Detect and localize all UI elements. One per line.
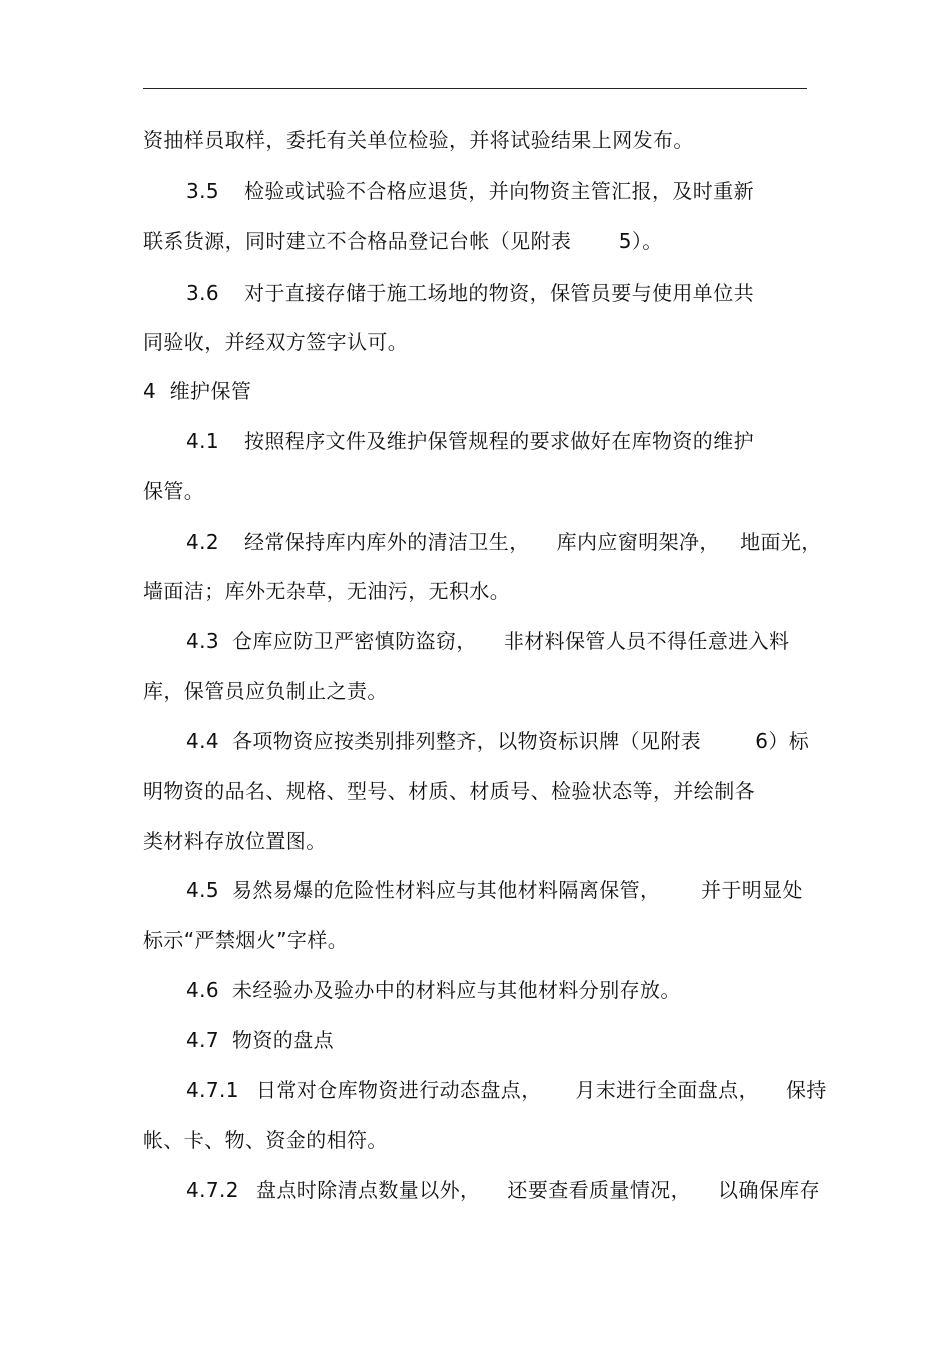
text-line-8: 保管。 — [143, 479, 205, 503]
text-line-5: 同验收，并经双方签字认可。 — [143, 330, 409, 354]
text-line-19: 4.7 物资的盘点 — [186, 1025, 807, 1055]
text-line-12: 库，保管员应负制止之责。 — [143, 679, 388, 703]
text-line-10: 墙面洁；库外无杂草，无油污，无积水。 — [143, 579, 511, 603]
section-number: 3.5 — [186, 179, 220, 203]
section-number: 4.5 — [186, 878, 220, 902]
text-line-11: 4.3 仓库应防卫严密慎防盗窃， 非材料保管人员不得任意进入料 — [186, 626, 807, 656]
header-rule — [143, 88, 807, 89]
section-number: 4.2 — [186, 530, 220, 554]
text-line-15: 类材料存放位置图。 — [143, 829, 327, 853]
section-number: 3.6 — [186, 281, 220, 305]
section-heading-4: 4 维护保管 — [143, 379, 252, 403]
text-line-4: 3.6 对于直接存储于施工场地的物资，保管员要与使用单位共 — [186, 278, 807, 308]
text-line-20: 4.7.1 日常对仓库物资进行动态盘点， 月末进行全面盘点， 保持 — [186, 1075, 807, 1105]
section-number: 4.6 — [186, 978, 220, 1002]
text-line-18: 4.6 未经验办及验办中的材料应与其他材料分别存放。 — [186, 975, 807, 1005]
section-number: 4.7.1 — [186, 1078, 239, 1102]
text-line-2: 3.5 检验或试验不合格应退货，并向物资主管汇报，及时重新 — [186, 176, 807, 206]
text-line-3: 联系货源，同时建立不合格品登记台帐（见附表 5）。 — [143, 229, 663, 253]
section-number: 4.4 — [186, 729, 220, 753]
text-line-13: 4.4 各项物资应按类别排列整齐，以物资标识牌（见附表 6）标 — [186, 726, 807, 756]
text-line-22: 4.7.2 盘点时除清点数量以外， 还要查看质量情况， 以确保库存 — [186, 1175, 807, 1205]
text-line-1: 资抽样员取样，委托有关单位检验，并将试验结果上网发布。 — [143, 128, 694, 152]
text-line-17: 标示“严禁烟火”字样。 — [143, 928, 349, 952]
text-line-21: 帐、卡、物、资金的相符。 — [143, 1128, 388, 1152]
text-line-16: 4.5 易然易爆的危险性材料应与其他材料隔离保管， 并于明显处 — [186, 875, 807, 905]
section-number: 4.7.2 — [186, 1178, 239, 1202]
text-line-14: 明物资的品名、规格、型号、材质、材质号、检验状态等，并绘制各 — [143, 779, 755, 803]
text-line-9: 4.2 经常保持库内库外的清洁卫生， 库内应窗明架净， 地面光， — [186, 527, 807, 557]
section-number: 4.3 — [186, 629, 220, 653]
section-number: 4.1 — [186, 429, 220, 453]
section-number: 4.7 — [186, 1028, 220, 1052]
text-line-7: 4.1 按照程序文件及维护保管规程的要求做好在库物资的维护 — [186, 426, 807, 456]
